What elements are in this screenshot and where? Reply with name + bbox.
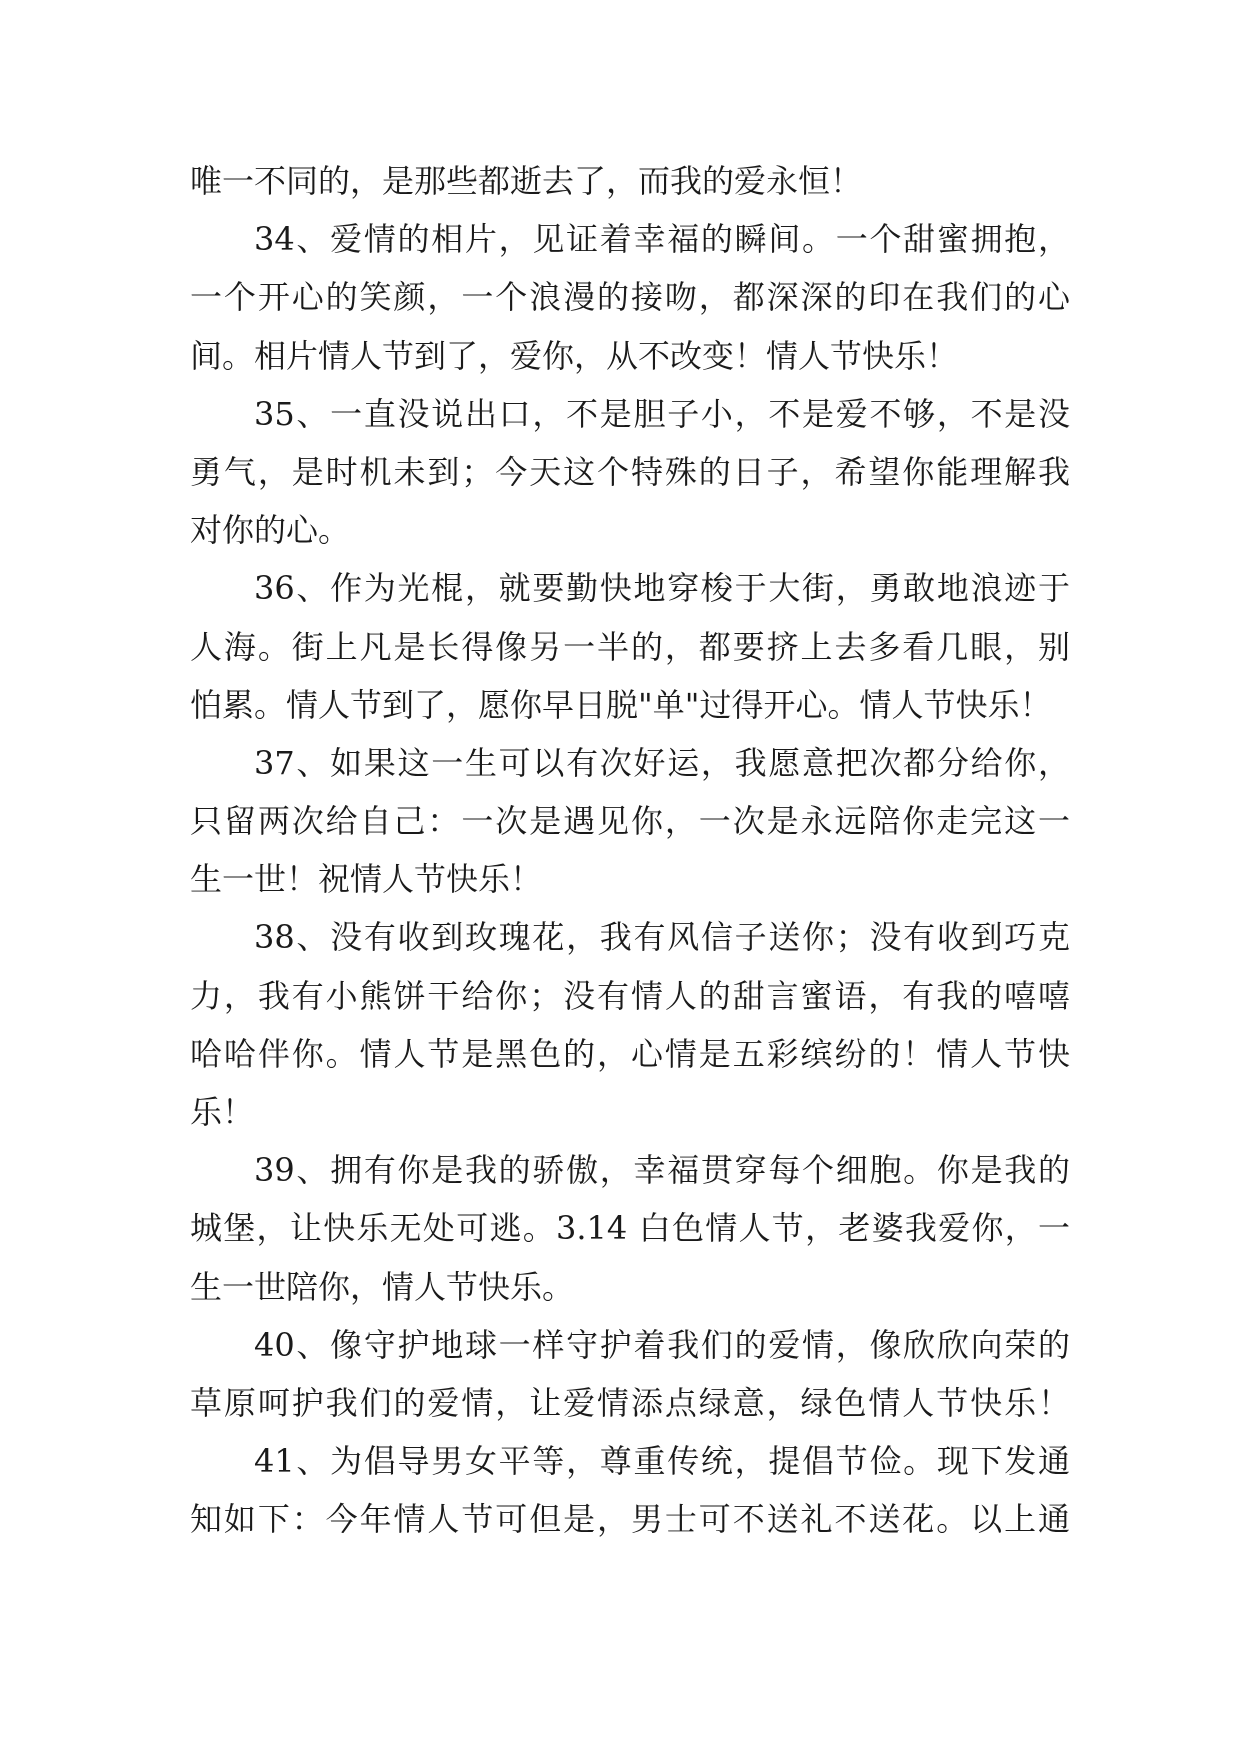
text-line: 36、作为光棍，就要勤快地穿梭于大街，勇敢地浪迹于 [254,569,1070,608]
text-line: 勇气，是时机未到；今天这个特殊的日子，希望你能理解我 [190,452,1070,491]
text-line: 怕累。情人节到了，愿你早日脱"单"过得开心。情人节快乐！ [190,685,1052,724]
text-line: 40、像守护地球一样守护着我们的爱情，像欣欣向荣的 [254,1325,1070,1364]
document-body [190,152,1070,1549]
text-line: 38、没有收到玫瑰花，我有风信子送你；没有收到巧克 [254,918,1070,957]
text-line: 一个开心的笑颜，一个浪漫的接吻，都深深的印在我们的心 [190,278,1070,317]
text-line: 城堡，让快乐无处可逃。3.14 白色情人节，老婆我爱你，一 [190,1209,1070,1248]
text-line: 35、一直没说出口，不是胆子小，不是爱不够，不是没 [254,394,1070,433]
text-line: 哈哈伴你。情人节是黑色的，心情是五彩缤纷的！情人节快 [190,1034,1070,1073]
text-line: 乐！ [190,1093,255,1131]
text-line: 生一世陪你，情人节快乐。 [190,1267,575,1306]
text-line: 41、为倡导男女平等，尊重传统，提倡节俭。现下发通 [254,1442,1070,1481]
text-line: 生一世！祝情人节快乐！ [190,860,543,899]
text-line: 39、拥有你是我的骄傲，幸福贯穿每个细胞。你是我的 [254,1151,1070,1190]
text-line: 37、如果这一生可以有次好运，我愿意把次都分给你， [254,743,1070,782]
text-line: 34、爱情的相片，见证着幸福的瞬间。一个甜蜜拥抱， [254,220,1070,259]
text-line: 对你的心。 [190,511,351,550]
text-line: 间。相片情人节到了，爱你，从不改变！情人节快乐！ [190,336,959,375]
text-line: 力，我有小熊饼干给你；没有情人的甜言蜜语，有我的嘻嘻 [190,976,1070,1015]
text-line: 唯一不同的，是那些都逝去了，而我的爱永恒！ [190,162,863,200]
text-line: 只留两次给自己：一次是遇见你，一次是永远陪你走完这一 [190,802,1070,841]
text-line: 知如下：今年情人节可但是，男士可不送礼不送花。以上通 [190,1500,1070,1539]
text-line: 人海。街上凡是长得像另一半的，都要挤上去多看几眼，别 [190,627,1070,666]
text-line: 草原呵护我们的爱情，让爱情添点绿意，绿色情人节快乐！ [190,1383,1070,1422]
